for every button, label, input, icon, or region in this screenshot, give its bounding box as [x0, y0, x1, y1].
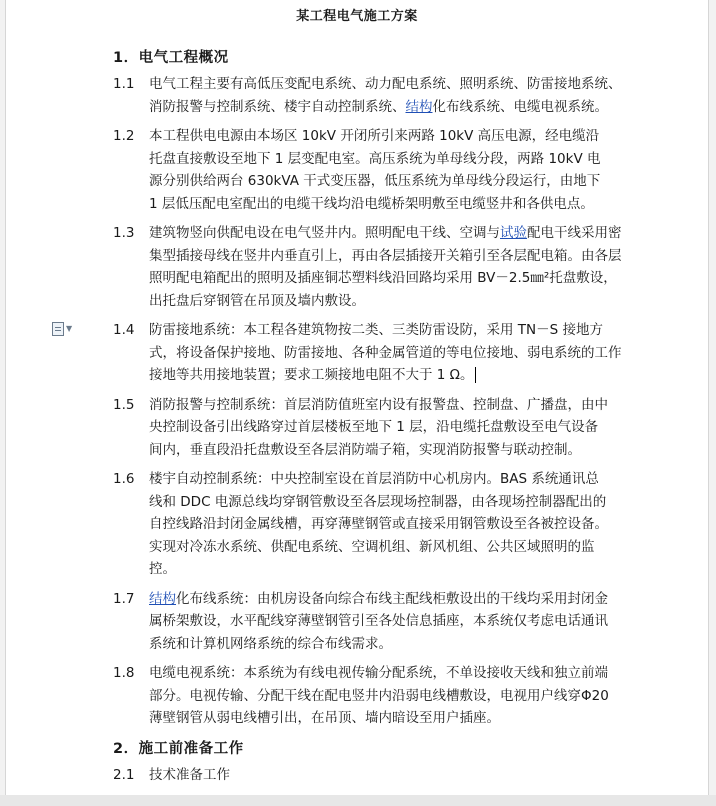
section-1-8 — [6, 662, 708, 730]
section-number: 1.2 — [113, 128, 135, 144]
section-number: 1.5 — [113, 396, 135, 413]
section-number: 1.4 — [113, 322, 135, 338]
heading-preparation: 2．施工前准备工作 — [113, 740, 244, 757]
section-number: 1.6 — [113, 471, 135, 487]
section-1-3 — [6, 222, 708, 312]
page-bottom-gap — [0, 795, 716, 806]
section-1-1 — [6, 73, 708, 118]
section-text: 电缆电视系统：本系统为有线电视传输分配系统，不单设接收天线和独立前端部分。电视传输、分配干线在配电竖井内沿弱电线槽敷设，电视用户线穿Φ20 薄壁钢管从弱电线槽引出，在吊顶、墙内暗设至用户插座。 — [149, 665, 609, 726]
section-number: 1.8 — [113, 665, 135, 681]
comment-marker[interactable] — [52, 322, 74, 336]
section-text: 楼宇自动控制系统：中央控制室设在首层消防中心机房内。BAS 系统通讯总线和 DDC 电源总线均穿钢管敷设至各层现场控制器，由各现场控制器配出的自控线路沿封闭金属线槽，再穿薄壁钢管或直接采用钢管敷设至各被控设备。实现对冷冻水系统、供配电系统、空调机组、新风机组、公共区域照明的监控。 — [149, 471, 608, 577]
section-1-6 — [6, 468, 708, 581]
section-text: 本工程供电电源由本场区 10kV 开闭所引来两路 10kV 高压电源，经电缆沿托盘直接敷设至地下 1 层变配电室。高压系统为单母线分段，两路 10kV 电源分别供给两台 630kVA 干式变压器，低压系统为单母线分段运行，由地下 1 层低压配电室配出的电缆干线均沿电缆桥架明敷至电缆竖井和各供电点。 — [149, 128, 601, 212]
section-1-7 — [6, 588, 708, 656]
section-number: 1.7 — [113, 590, 135, 607]
text-cursor — [475, 367, 476, 383]
section-2-1 — [6, 764, 708, 787]
section-number: 1.1 — [113, 76, 135, 92]
document-title: 某工程电气施工方案 — [296, 9, 418, 24]
section-number: 1.3 — [113, 225, 135, 241]
chevron-down-icon: ▼ — [66, 323, 73, 333]
heading-overview: 1．电气工程概况 — [113, 50, 229, 66]
section-1-4 — [6, 319, 708, 387]
section-text: 电气工程主要有高低压变配电系统、动力配电系统、照明系统、防雷接地系统、消防报警与控制系统、楼宇自动控制系统、结构化布线系统、电缆电视系统。 — [149, 76, 622, 115]
hyperlink-shiyan[interactable]: 试验 — [500, 225, 527, 241]
hyperlink-jiegou-2[interactable]: 结构 — [149, 590, 176, 607]
section-text: 消防报警与控制系统：首层消防值班室内设有报警盘、控制盘、广播盘，由中央控制设备引出线路穿过首层楼板至地下 1 层，沿电缆托盘敷设至电气设备间内，垂直段沿托盘敷设至各层消防端子箱，实现消防报警与联动控制。 — [149, 396, 608, 458]
document-page — [6, 0, 708, 795]
hyperlink-jiegou[interactable]: 结构 — [405, 98, 433, 115]
section-text: 技术准备工作 — [149, 766, 230, 783]
document-body — [6, 40, 708, 793]
section-text: 防雷接地系统：本工程各建筑物按二类、三类防雷设防，采用 TN－S 接地方式，将设备保护接地、防雷接地、各种金属管道的等电位接地、弱电系统的工作接地等共用接地装置；要求工频接地电阻不大于 1 Ω。 — [149, 322, 622, 383]
section-text: 结构化布线系统：由机房设备向综合布线主配线柜敷设出的干线均采用封闭金属桥架敷设，水平配线穿薄壁钢管引至各处信息插座，本系统仅考虑电话通讯系统和计算机网络系统的综合布线需求。 — [149, 590, 608, 652]
comment-document-icon — [52, 322, 64, 336]
section-1-5 — [6, 394, 708, 462]
section-number: 2.1 — [113, 766, 135, 783]
section-text: 建筑物竖向供配电设在电气竖井内。照明配电干线、空调与试验配电干线采用密集型插接母线在竖井内垂直引上，再由各层插接开关箱引至各层配电箱。由各层照明配电箱配出的照明及插座铜芯塑料线沿回路均采用 BV－2.5㎜²托盘敷设，出托盘后穿钢管在吊顶及墙内敷设。 — [149, 225, 622, 309]
section-1-2 — [6, 125, 708, 215]
